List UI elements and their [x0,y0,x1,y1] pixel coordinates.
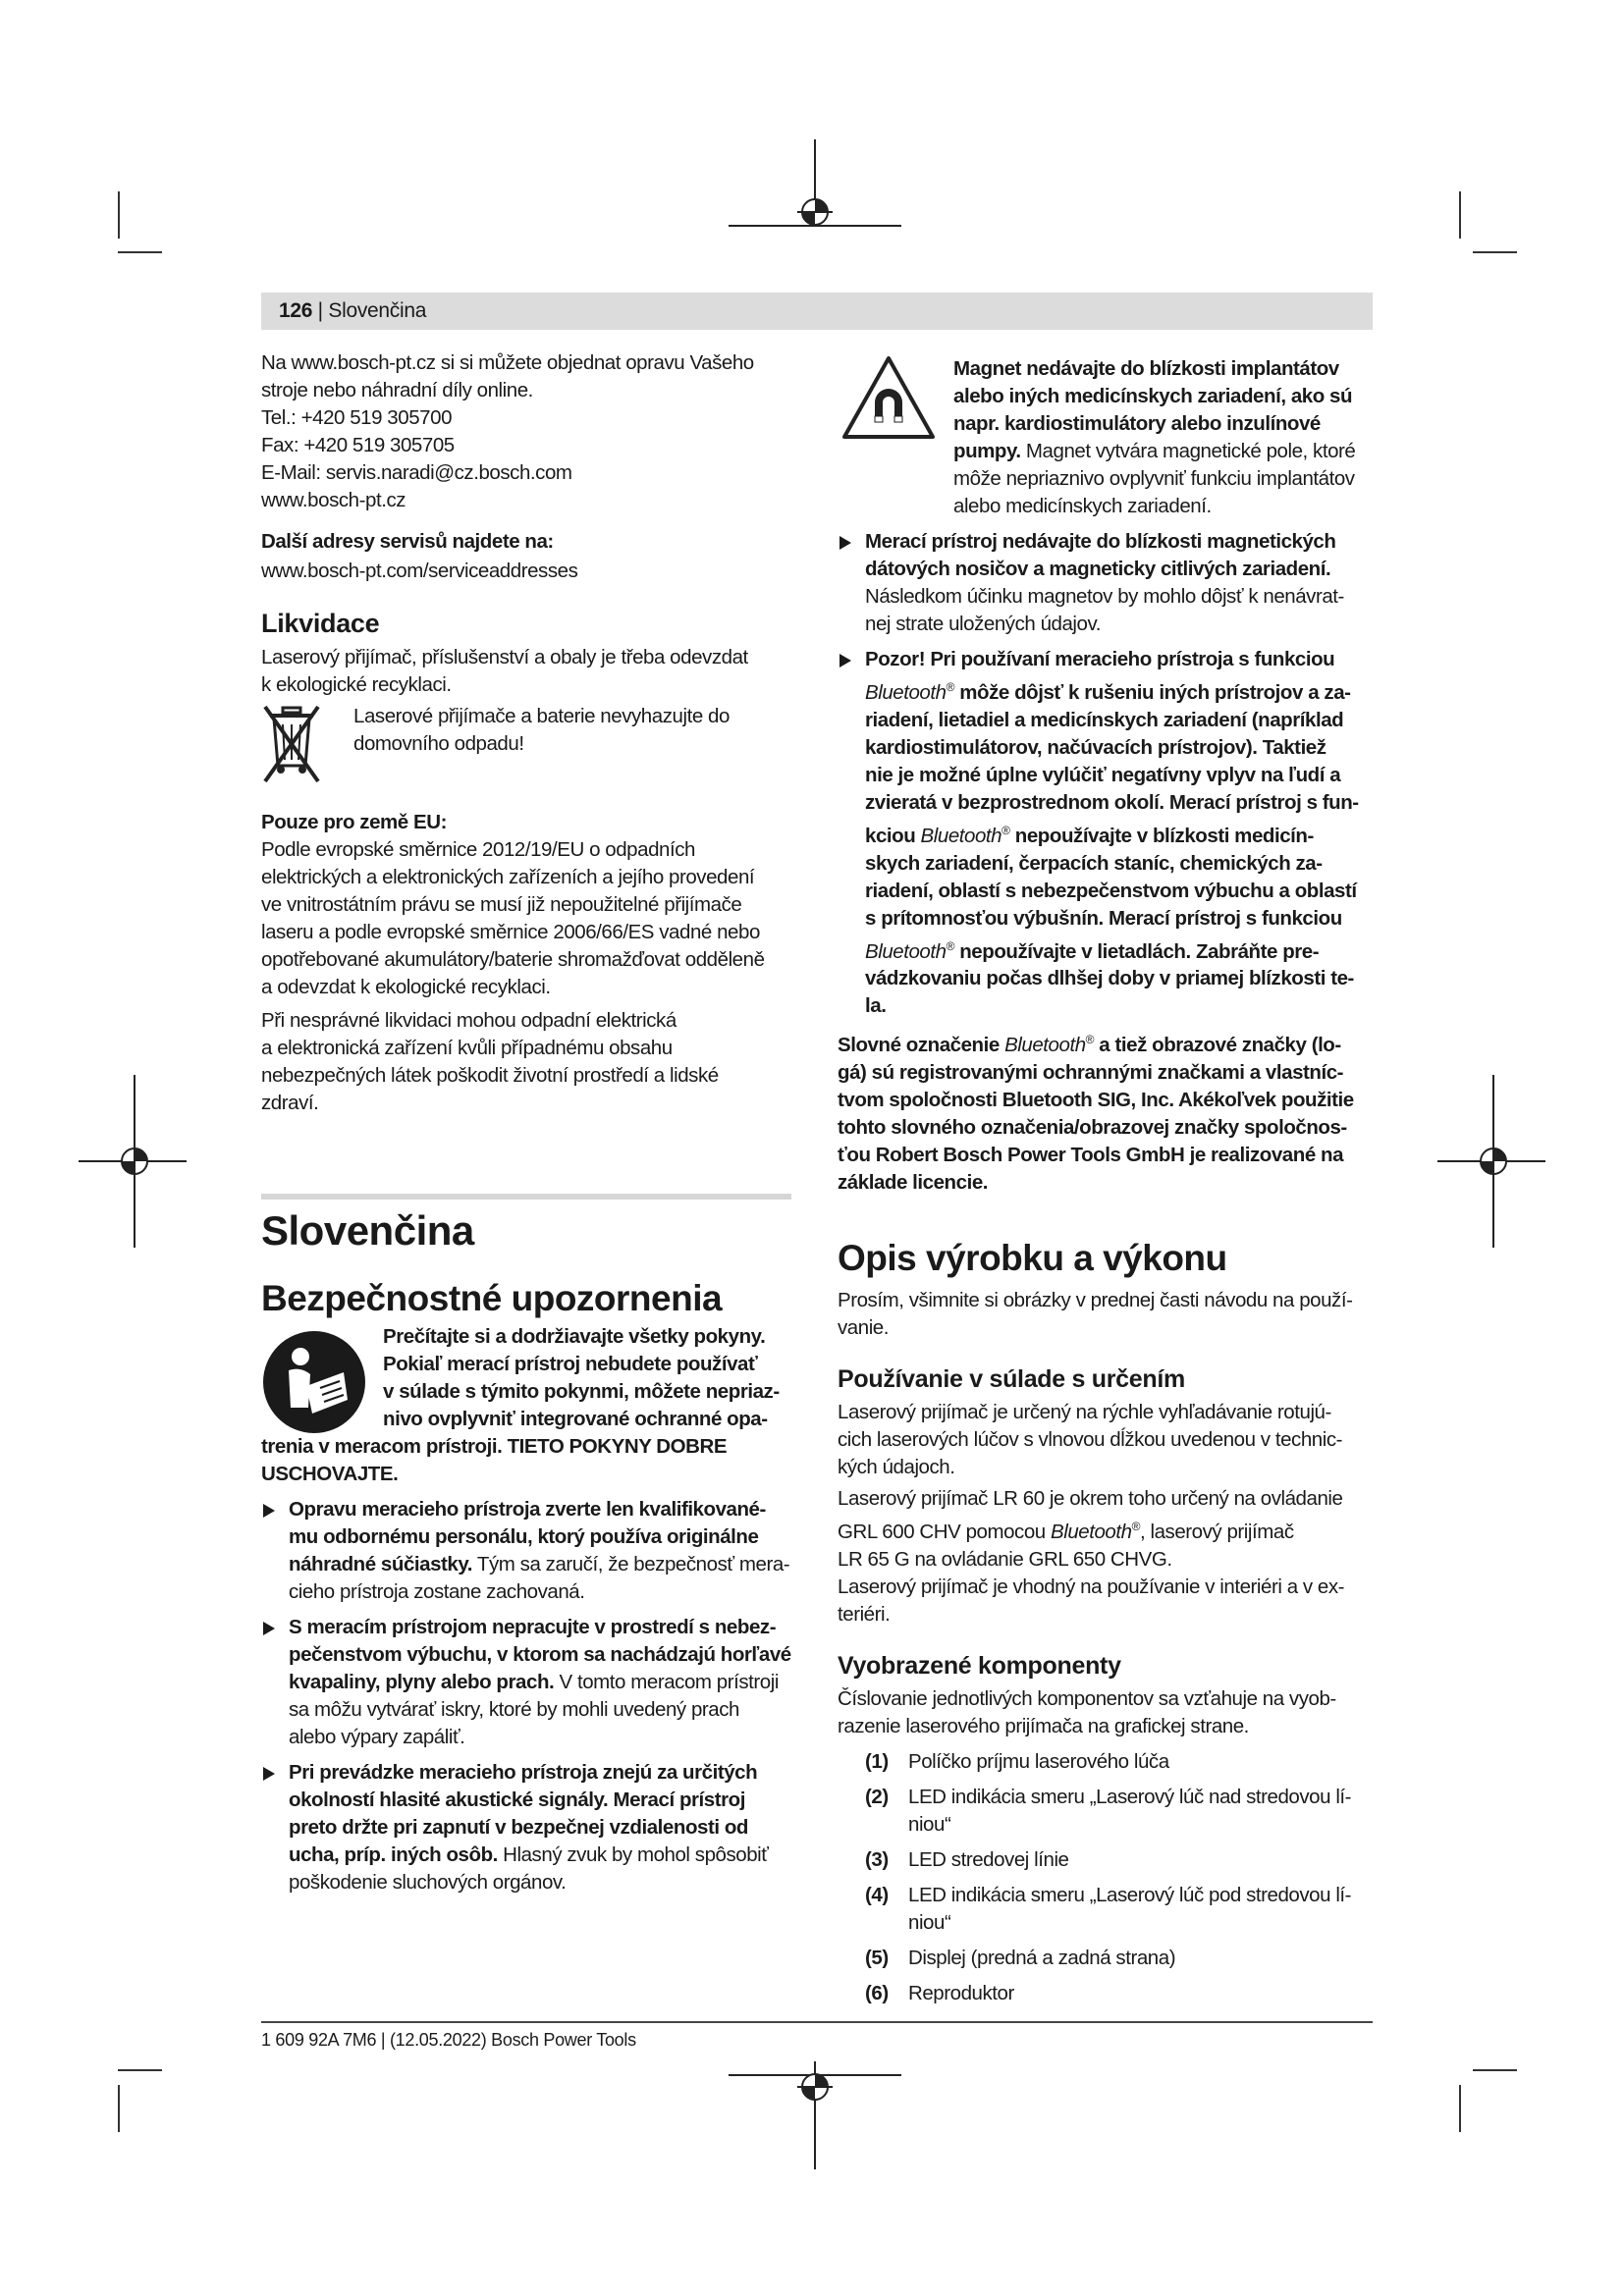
disposal-text [261,644,791,699]
text-line: sa môžu vytvárať iskry, ktoré by mohli uvedený prach [289,1698,740,1721]
text-line: opotřebované akumulátory/baterie shromažďovat odděleně [261,948,765,971]
text-line: GRL 600 CHV pomocou Bluetooth®, laserový prijímač [838,1520,1294,1544]
registration-mark-right [1437,1075,1545,1252]
list-item [838,1980,1376,2007]
crop-mark [118,251,162,253]
bullet-triangle-icon [263,1504,275,1518]
text-line: kých údajoch. [838,1456,955,1479]
contact-line: Na www.bosch-pt.cz si si můžete objednat opravu Vašeho [261,351,754,374]
list-item [838,1882,1376,1937]
text-line: Opravu meracieho prístroja zverte len kvalifikované- [289,1498,766,1521]
text-line: okolností hlasité akustické signály. Merací prístroj [289,1789,745,1811]
text-line: elektrických a elektronických zařízeních a jejího provedení [261,866,755,888]
crossed-bin-icon [263,705,320,785]
contact-line: www.bosch-pt.cz [261,489,406,511]
text-line: USCHOVAJTE. [261,1463,399,1485]
disposal-warning-row [261,703,791,791]
text-line: tohto slovného označenia/obrazovej značky spoločnos- [838,1116,1347,1140]
bullet-triangle-icon [263,1767,275,1781]
bluetooth-word: Bluetooth [865,680,947,704]
text-line: riadení, oblastí s nebezpečenstvom výbuchu a oblastí [865,879,1357,902]
text-line: dátových nosičov a magneticky citlivých zariadení. [865,558,1331,580]
text-line [289,1669,791,1696]
text-line: LR 65 G na ovládanie GRL 650 CHVG. [838,1548,1172,1572]
text-line: pečenstvom výbuchu, v ktorom sa nachádzajú horľavé [289,1643,791,1666]
registration-mark-left [79,1075,187,1252]
text-line: riadení, lietadiel a medicínskych zariadení (napríklad [865,708,1344,731]
crop-mark [1459,191,1461,239]
text-line: Následkom účinku magnetov by mohlo dôjsť k nenávrat- [865,585,1344,608]
text-line: razenie laserového prijímača na grafickej strane. [838,1715,1249,1738]
normal-run: Hlasný zvuk by mohol spôsobiť [497,1843,769,1866]
text-line: Prosím, všimnite si obrázky v prednej časti návodu na použí- [838,1289,1353,1312]
crop-mark [1473,2069,1517,2071]
page-header [261,293,1373,330]
text-line: alebo iných medicínskych zariadení, ako sú [953,385,1353,407]
component-label [908,1784,1376,1839]
text-line: niou“ [908,1813,951,1837]
component-number: (2) [865,1786,889,1809]
safety-bullet [261,1614,791,1751]
component-label [908,1980,1376,2007]
text-line: s prítomnosťou výbušnín. Merací prístroj s funkciou [865,906,1342,930]
component-label [908,1846,1376,1874]
components-list [838,1748,1376,2007]
text-line: nivo ovplyvniť integrované ochranné opa- [383,1408,768,1430]
bold-run: môže dôjsť k rušeniu iných prístrojov a za- [953,680,1351,704]
intended-use-text [838,1399,1376,1481]
text-line: Pri prevádzke meracieho prístroja znejú za určitých [289,1761,758,1784]
trademark-notice [838,1026,1376,1197]
header-text: 126 | Slovenčina [279,299,427,322]
text-line: k ekologické recyklaci. [261,673,452,696]
components-intro [838,1685,1376,1740]
text-line [289,1551,791,1578]
text-line: Prečítajte si a dodržiavajte všetky pokyny. [383,1325,766,1348]
bold-run: pumpy. [953,440,1021,462]
bluetooth-word: Bluetooth [1051,1521,1132,1544]
improper-disposal-text [261,1007,791,1117]
component-number: (1) [865,1750,889,1774]
right-column [838,355,1376,2015]
more-addresses-title: Další adresy servisů najdete na: [261,530,554,553]
safety-bullet [261,1496,791,1606]
text-line [838,438,1376,465]
page-footer: 1 609 92A 7M6 | (12.05.2022) Bosch Power Tools [261,2030,636,2050]
text-line: gá) sú registrovanými ochrannými značkami a vlastníc- [838,1061,1344,1085]
registration-mark-top [729,139,905,238]
text-line: v súlade s týmito pokynmi, môžete nepriaz- [383,1380,780,1403]
list-item [838,1945,1376,1972]
text-line: Bluetooth® nepoužívajte v lietadlách. Zabráňte pre- [865,938,1320,963]
eu-text [261,836,791,1001]
text-line: domovního odpadu! [353,732,524,755]
text-line: niou“ [908,1911,951,1935]
text-line: kciou Bluetooth® nepoužívajte v blízkosti medicín- [865,823,1314,847]
bold-run: nepoužívajte v blízkosti medicín- [1009,824,1314,847]
text-line: zdraví. [261,1092,319,1114]
normal-run: Tým sa zaručí, že bezpečnosť mera- [472,1553,790,1575]
list-item [838,1748,1376,1776]
text-line: Reproduktor [908,1982,1014,2005]
text-line: vanie. [838,1316,890,1340]
crop-mark [1459,2085,1461,2132]
text-line: cieho prístroja zostane zachovaná. [289,1580,585,1603]
intended-use-text [838,1574,1376,1629]
contact-line: stroje nebo náhradní díly online. [261,379,533,401]
text-line: la. [865,994,887,1018]
text-line: a odevzdat k ekologické recyklaci. [261,976,551,998]
left-column [261,349,791,1896]
crop-mark [1473,251,1517,253]
safety-bullet [261,1759,791,1896]
text-line: ťou Robert Bosch Power Tools GmbH je realizované na [838,1144,1344,1167]
normal-run: GRL 600 CHV pomocou [838,1521,1051,1544]
service-contact [261,349,791,514]
eu-title: Pouze pro země EU: [261,811,447,833]
text-line: trenia v meracom prístroji. TIETO POKYNY DOBRE [261,1435,728,1458]
text-line: Laserové přijímače a baterie nevyhazujte do [353,705,730,727]
bullet-triangle-icon [839,536,851,550]
component-label [908,1882,1376,1937]
text-line: mu odbornému personálu, ktorý používa originálne [289,1525,759,1548]
bold-run: náhradné súčiastky. [289,1553,473,1575]
text-line: Podle evropské směrnice 2012/19/EU o odpadních [261,838,695,861]
page-number: 126 [279,299,313,322]
text-line: LED indikácia smeru „Laserový lúč pod stredovou lí- [908,1884,1352,1907]
components-title: Vyobrazené komponenty [838,1652,1121,1681]
text-line: tvom spoločnosti Bluetooth SIG, Inc. Akékoľvek použitie [838,1089,1354,1112]
footer-divider [261,2021,1373,2023]
contact-line: E-Mail: servis.naradi@cz.bosch.com [261,461,572,484]
text-line: Magnet nedávajte do blízkosti implantátov [953,357,1339,380]
bold-run: nepoužívajte v lietadlách. Zabráňte pre- [953,939,1320,963]
normal-run: , laserový prijímač [1139,1521,1294,1544]
bluetooth-word: Bluetooth [1004,1034,1086,1057]
component-number: (4) [865,1884,889,1907]
bullet-triangle-icon [839,654,851,667]
list-item [838,1846,1376,1874]
bullet-text [289,1759,791,1896]
bullet-text [289,1614,791,1751]
text-line: nie je možné úplne vylúčiť negatívny vplyv na ľudí a [865,763,1341,786]
magnet-warning-block [838,355,1376,520]
component-label [908,1748,1376,1776]
intended-use-title: Používanie v súlade s určením [838,1365,1185,1394]
list-item [838,1784,1376,1839]
text-line: Laserový prijímač je vhodný na používanie v interiéri a v ex- [838,1575,1345,1599]
text-line: Při nesprávné likvidaci mohou odpadní elektrická [261,1009,677,1032]
text-line: S meracím prístrojom nepracujte v prostredí s nebez- [289,1616,777,1638]
contact-line: Fax: +420 519 305705 [261,434,455,456]
crop-mark [118,191,120,239]
text-line: Laserový přijímač, příslušenství a obaly je třeba odevzdat [261,646,748,668]
text-line: Laserový prijímač LR 60 je okrem toho určený na ovládanie [838,1487,1343,1511]
product-title: Opis výrobku a výkonu [838,1238,1227,1279]
header-language: Slovenčina [328,299,427,322]
safety-bullet [838,646,1376,1020]
bullet-triangle-icon [263,1622,275,1635]
safety-title: Bezpečnostné upozornenia [261,1278,723,1318]
text-line: vádzkovaniu počas dlhšej doby v priamej blízkosti te- [865,967,1354,990]
registration-mark-bottom [729,2061,905,2169]
bluetooth-word: Bluetooth [865,939,947,963]
text-line: LED stredovej línie [908,1848,1069,1872]
bullet-text [865,646,1376,1020]
crop-mark [118,2069,162,2071]
more-addresses-url: www.bosch-pt.com/serviceaddresses [261,560,578,582]
text-line: Laserový prijímač je určený na rýchle vyhľadávanie rotujú- [838,1401,1331,1424]
bold-run: Slovné označenie [838,1034,1005,1057]
text-line: môže nepriaznivo ovplyvniť funkciu implantátov [953,467,1355,490]
bold-run: ucha, príp. iných osôb. [289,1843,498,1866]
disposal-title: Likvidace [261,609,380,638]
section-title: Slovenčina [261,1207,474,1254]
text-line: kardiostimulátorov, načúvacích prístrojov). Taktiež [865,735,1326,759]
section-divider [261,1194,791,1200]
read-manual-icon [261,1329,367,1435]
text-line: LED indikácia smeru „Laserový lúč nad stredovou lí- [908,1786,1352,1809]
text-line: teriéri. [838,1603,891,1627]
normal-run: V tomto meracom prístroji [554,1671,779,1693]
component-number: (3) [865,1848,889,1872]
text-line: Displej (predná a zadná strana) [908,1947,1176,1970]
text-line: zvieratá v bezprostrednom okolí. Merací prístroj s fun- [865,790,1359,814]
text-line: preto držte pri zapnutí v bezpečnej vzdialenosti od [289,1816,748,1839]
contact-line: Tel.: +420 519 305700 [261,406,453,429]
magnet-warning-icon [841,355,936,440]
bold-run: kciou [865,824,921,847]
crop-mark [118,2085,120,2132]
text-line: poškodenie sluchových orgánov. [289,1871,567,1894]
text-line: Číslovanie jednotlivých komponentov sa vzťahuje na vyob- [838,1687,1336,1711]
bluetooth-word: Bluetooth [920,824,1002,847]
safety-intro-block [261,1323,791,1488]
product-intro [838,1287,1376,1342]
text-line: Bluetooth® môže dôjsť k rušeniu iných prístrojov a za- [865,680,1351,704]
text-line: Merací prístroj nedávajte do blízkosti magnetických [865,530,1336,553]
component-label [908,1945,1376,1972]
text-line: ve vnitrostátním právu se musí již nepoužitelné přijímače [261,893,742,916]
text-line: Políčko príjmu laserového lúča [908,1750,1169,1774]
bold-run: a tiež obrazové značky (lo- [1094,1034,1341,1057]
text-line: alebo výpary zapáliť. [289,1726,465,1748]
text-line: nej strate uložených údajov. [865,613,1102,635]
text-line: skych zariadení, čerpacích staníc, chemických za- [865,851,1323,875]
text-line: Pokiaľ merací prístroj nebudete používať [383,1353,758,1375]
text-line: laseru a podle evropské směrnice 2006/66/ES vadné nebo [261,921,760,943]
component-number: (5) [865,1947,889,1970]
text-line [289,1842,791,1869]
text-line: Pozor! Pri používaní meracieho prístroja s funkciou [865,648,1335,670]
text-line: cich laserových lúčov s vlnovou dĺžkou uvedenou v technic- [838,1428,1343,1452]
text-line: nebezpečných látek poškodit životní prostředí a lidské [261,1064,719,1087]
bullet-text [289,1496,791,1606]
bold-run: kvapaliny, plyny alebo prach. [289,1671,555,1693]
text-line: napr. kardiostimulátory alebo inzulínové [953,412,1321,435]
disposal-warning [353,703,730,758]
text-line: a elektronická zařízení kvůli případnému obsahu [261,1037,673,1059]
bullet-text [865,528,1376,638]
text-line: Slovné označenie Bluetooth® a tiež obrazové značky (lo- [838,1033,1341,1057]
safety-bullet [838,528,1376,638]
intended-use-text [838,1485,1376,1574]
component-number: (6) [865,1982,889,2005]
text-line: základe licencie. [838,1171,989,1195]
text-line: alebo medicínskych zariadení. [953,495,1212,517]
normal-run: Magnet vytvára magnetické pole, ktoré [1020,440,1356,462]
